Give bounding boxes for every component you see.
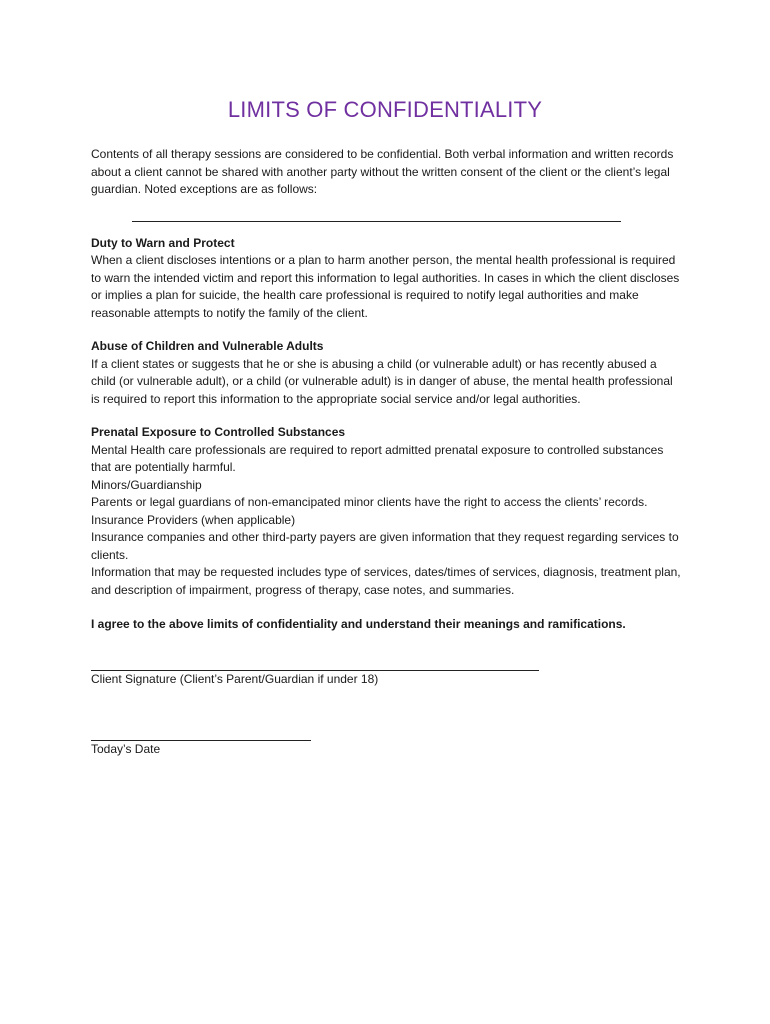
agreement-statement: I agree to the above limits of confidentiality and understand their meanings and ramifications.: [91, 617, 626, 631]
section-duty-to-warn: [91, 235, 681, 323]
signature-block: [91, 670, 681, 689]
separator-line: [132, 221, 621, 222]
minors-heading: Minors/Guardianship: [91, 477, 202, 492]
section-body: If a client states or suggests that he or she is abusing a child (or vulnerable adult) or has recently abused a child (or vulnerable adult), or a child (or vulnerable adult) is in danger of abuse, the mental health professional is required to report this information to the appropriate social service and/or legal authorities.: [91, 356, 673, 406]
prenatal-line: Mental Health care professionals are required to report admitted prenatal exposure to controlled substances that are potentially harmful.: [91, 442, 664, 474]
information-body: Information that may be requested includes type of services, dates/times of services, diagnosis, treatment plan, and description of impairment, progress of therapy, case notes, and summaries.: [91, 565, 681, 597]
section-abuse: [91, 338, 681, 408]
intro-paragraph: Contents of all therapy sessions are considered to be confidential. Both verbal information and written records about a client cannot be shared with another party without the written consent of the client or the client’s legal guardian. Noted exceptions are as follows:: [91, 147, 674, 196]
section-heading: Duty to Warn and Protect: [91, 235, 235, 250]
section-prenatal: [91, 424, 681, 599]
insurance-body: Insurance companies and other third-party payers are given information that they request regarding services to clients.: [91, 530, 679, 562]
section-body: When a client discloses intentions or a plan to harm another person, the mental health professional is required to warn the intended victim and report this information to legal authorities. In cases in which the client discloses or implies a plan for suicide, the health care professional is required to notify legal authorities and make reasonable attempts to notify the family of the client.: [91, 253, 680, 320]
date-block: [91, 740, 681, 759]
document-body: [91, 146, 681, 759]
minors-body: Parents or legal guardians of non-emancipated minor clients have the right to access the clients’ records.: [91, 495, 648, 509]
date-label: Today’s Date: [91, 742, 161, 756]
document-title: LIMITS OF CONFIDENTIALITY: [227, 97, 543, 122]
signature-label: Client Signature (Client’s Parent/Guardian if under 18): [91, 671, 379, 686]
insurance-heading: Insurance Providers (when applicable): [91, 512, 296, 527]
section-heading: Abuse of Children and Vulnerable Adults: [91, 339, 324, 353]
section-heading: Prenatal Exposure to Controlled Substances: [91, 425, 346, 439]
